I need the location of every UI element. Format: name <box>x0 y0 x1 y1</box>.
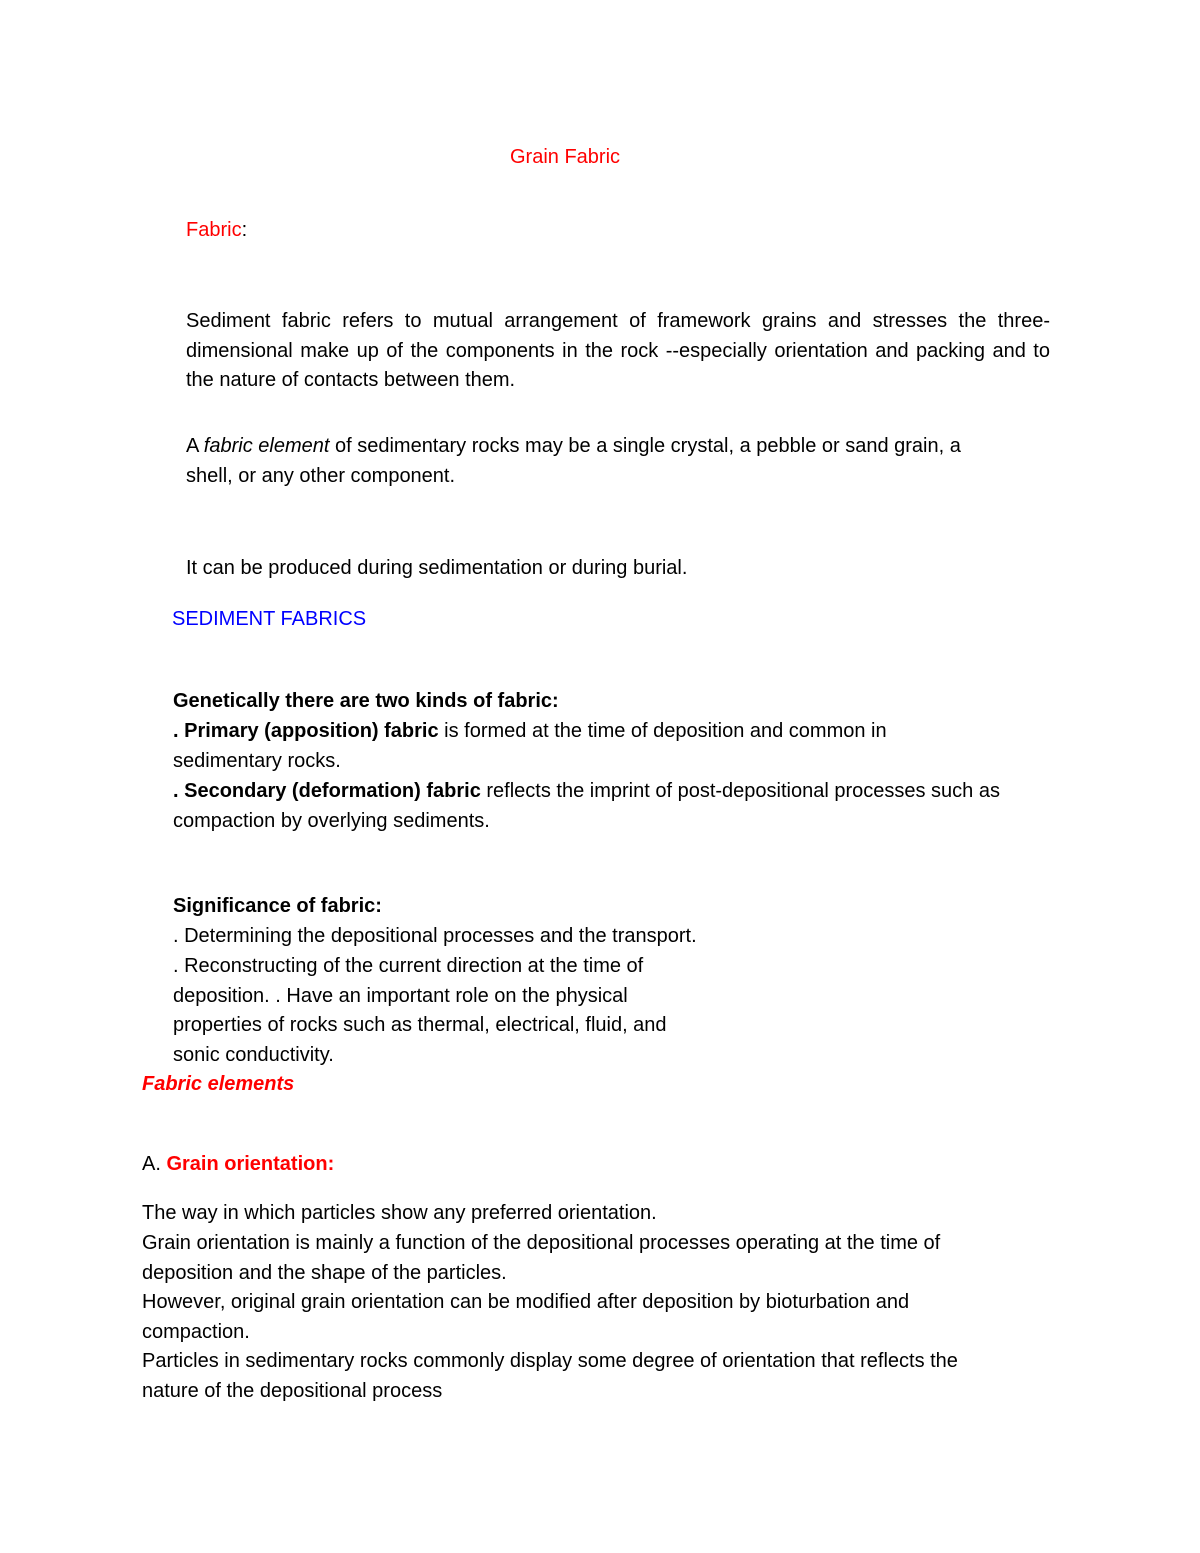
fabric-element-lead: A <box>186 435 204 457</box>
fabric-element-term: fabric element <box>203 435 330 457</box>
significance-line: . Determining the depositional processes and the transport. <box>173 925 697 947</box>
fabric-element-line-1 <box>186 431 961 461</box>
grain-orientation-heading <box>142 1149 334 1179</box>
grain-orientation-line: However, original grain orientation can be modified after deposition by bioturbation and <box>142 1291 910 1313</box>
grain-orientation-title: Grain orientation: <box>166 1153 335 1175</box>
grain-orientation-line: The way in which particles show any preferred orientation. <box>142 1202 657 1224</box>
production-note: It can be produced during sedimentation or during burial. <box>186 557 688 579</box>
secondary-fabric-line-1 <box>173 776 1000 806</box>
fabric-elements-heading: Fabric elements <box>142 1073 295 1095</box>
significance-heading: Significance of fabric: <box>173 895 382 917</box>
fabric-heading-colon: : <box>241 219 248 241</box>
significance-line: deposition. . Have an important role on the physical <box>173 985 628 1007</box>
fabric-heading-label: Fabric <box>186 219 242 241</box>
grain-orientation-line: compaction. <box>142 1321 250 1343</box>
fabric-heading <box>186 215 247 245</box>
kinds-heading: Genetically there are two kinds of fabric: <box>173 690 559 712</box>
sediment-fabrics-heading: SEDIMENT FABRICS <box>172 608 367 630</box>
secondary-fabric-term: . Secondary (deformation) fabric <box>173 780 481 802</box>
primary-fabric-line-1 <box>173 716 887 746</box>
primary-fabric-text: is formed at the time of deposition and common in <box>438 720 887 742</box>
significance-line: sonic conductivity. <box>173 1044 334 1066</box>
primary-fabric-line-2: sedimentary rocks. <box>173 750 341 772</box>
significance-line: properties of rocks such as thermal, electrical, fluid, and <box>173 1014 667 1036</box>
significance-line: . Reconstructing of the current direction at the time of <box>173 955 644 977</box>
grain-orientation-line: nature of the depositional process <box>142 1380 443 1402</box>
secondary-fabric-text: reflects the imprint of post-depositional processes such as <box>480 780 1000 802</box>
secondary-fabric-line-2: compaction by overlying sediments. <box>173 810 490 832</box>
fabric-element-line-2: shell, or any other component. <box>186 465 456 487</box>
grain-orientation-line: Particles in sedimentary rocks commonly display some degree of orientation that reflects the <box>142 1350 958 1372</box>
grain-orientation-line: deposition and the shape of the particles. <box>142 1262 507 1284</box>
fabric-definition: Sediment fabric refers to mutual arrangement of framework grains and stresses the three-dimensional make up of the components in the rock --especially orientation and packing and to the nature of contacts between them. <box>186 310 1050 391</box>
page-title: Grain Fabric <box>510 146 621 168</box>
grain-orientation-line: Grain orientation is mainly a function of the depositional processes operating at the time of <box>142 1232 941 1254</box>
primary-fabric-term: . Primary (apposition) fabric <box>173 720 439 742</box>
fabric-element-rest: of sedimentary rocks may be a single crystal, a pebble or sand grain, a <box>329 435 961 457</box>
grain-orientation-prefix: A. <box>142 1153 167 1175</box>
